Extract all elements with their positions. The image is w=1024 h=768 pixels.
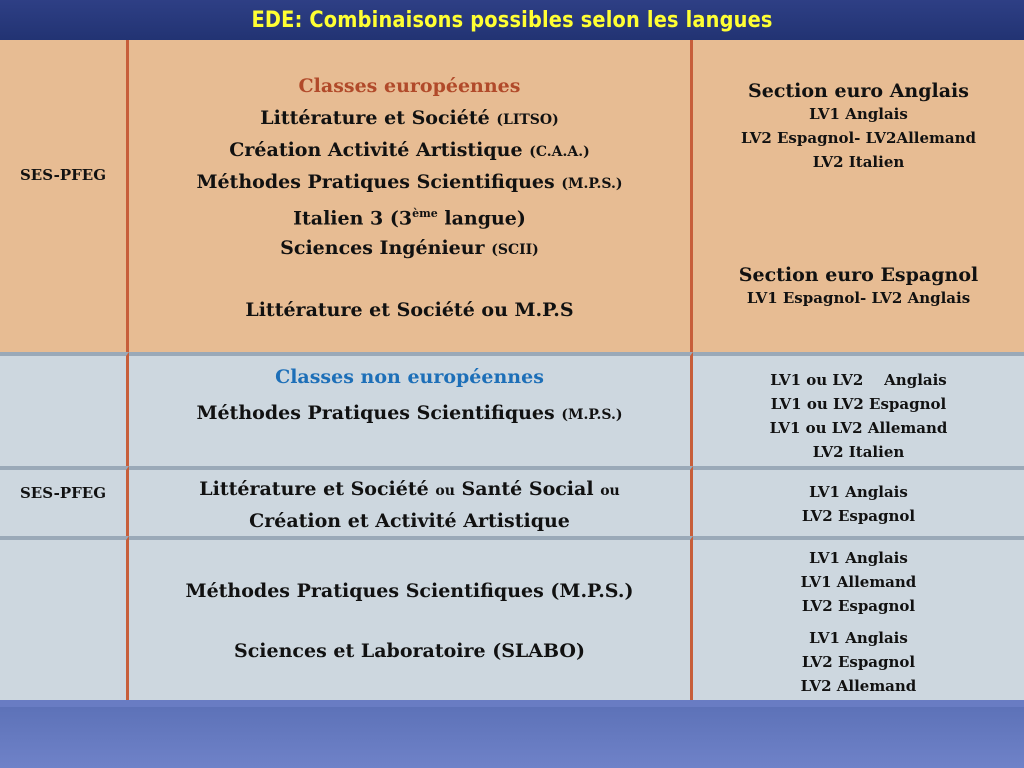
ses-pfeg-label: SES-PFEG — [19, 484, 107, 502]
cell-label-4 — [0, 536, 129, 700]
row-mps-slabo — [0, 536, 1024, 700]
cell-languages-row3 — [693, 466, 1024, 536]
page-title: EDE: Combinaisons possibles selon les langues — [251, 7, 773, 33]
cell-languages-row4 — [693, 536, 1024, 700]
section-euro-anglais-line: LV2 Espagnol- LV2Allemand — [740, 129, 977, 147]
option-italien3: Italien 3 (3ème langue) — [293, 207, 526, 230]
cell-options-non-european — [129, 352, 693, 466]
option-mps-row4: Méthodes Pratiques Scientifiques (M.P.S.) — [185, 580, 634, 602]
section-euro-anglais-line: LV2 Italien — [812, 153, 905, 171]
language-line: LV1 ou LV2 Anglais — [770, 371, 947, 389]
language-line: LV1 Anglais — [809, 483, 908, 501]
cell-languages-non-european — [693, 352, 1024, 466]
ses-pfeg-label: SES-PFEG — [19, 166, 107, 184]
language-line: LV1 ou LV2 Allemand — [769, 419, 948, 437]
language-line: LV2 Espagnol — [801, 597, 916, 615]
section-euro-espagnol-title: Section euro Espagnol — [738, 264, 979, 286]
section-euro-espagnol-line: LV1 Espagnol- LV2 Anglais — [746, 289, 971, 307]
language-line: LV2 Allemand — [800, 677, 917, 695]
combinations-table — [0, 40, 1024, 700]
row-european — [0, 40, 1024, 352]
language-line: LV1 Allemand — [800, 573, 917, 591]
cell-options-row3 — [129, 466, 693, 536]
language-line: LV1 ou LV2 Espagnol — [770, 395, 947, 413]
cell-label-2 — [0, 352, 129, 466]
section-euro-anglais-title: Section euro Anglais — [748, 80, 969, 102]
option-caa: Création Activité Artistique (C.A.A.) — [229, 139, 590, 161]
row-non-european — [0, 352, 1024, 466]
language-line: LV1 Anglais — [809, 629, 908, 647]
option-litso-or-mps: Littérature et Société ou M.P.S — [245, 299, 574, 322]
heading-non-european: Classes non européennes — [275, 366, 544, 388]
cell-label-1 — [0, 40, 129, 352]
option-scii: Sciences Ingénieur (SCII) — [280, 237, 539, 260]
bottom-background — [0, 707, 1024, 768]
cell-languages-european — [693, 40, 1024, 352]
cell-options-row4 — [129, 536, 693, 700]
language-line: LV2 Italien — [812, 443, 905, 461]
option-slabo: Sciences et Laboratoire (SLABO) — [234, 640, 585, 662]
option-creation-artistique: Création et Activité Artistique — [249, 510, 570, 532]
section-euro-anglais-line: LV1 Anglais — [809, 105, 908, 123]
language-line: LV2 Espagnol — [801, 653, 916, 671]
title-bar — [0, 0, 1024, 40]
language-line: LV1 Anglais — [809, 549, 908, 567]
option-mps: Méthodes Pratiques Scientifiques (M.P.S.) — [196, 171, 623, 193]
row-ses-pfeg-2 — [0, 466, 1024, 536]
option-litso-sante: Littérature et Société ou Santé Social ou — [199, 478, 620, 500]
option-mps-non-euro: Méthodes Pratiques Scientifiques (M.P.S.) — [196, 402, 623, 424]
heading-european: Classes européennes — [298, 75, 521, 97]
language-line: LV2 Espagnol — [801, 507, 916, 525]
cell-label-3 — [0, 466, 129, 536]
option-litso: Littérature et Société (LITSO) — [260, 107, 559, 129]
cell-options-european — [129, 40, 693, 352]
